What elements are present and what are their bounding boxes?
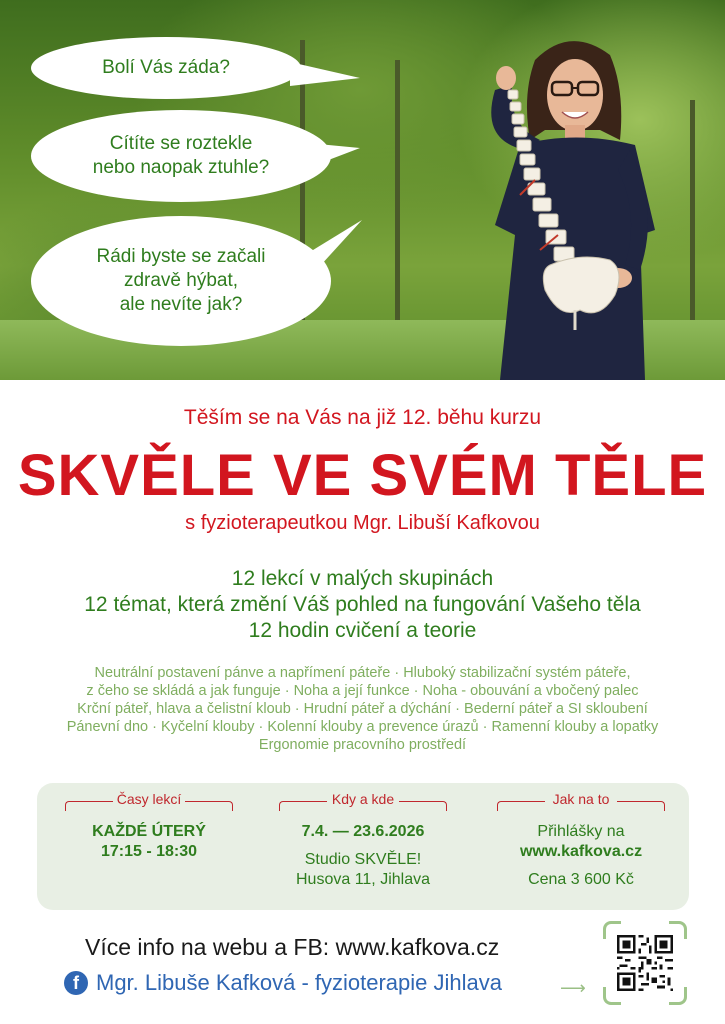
bubble-text: Cítíte se roztekle nebo naopak ztuhle? [92, 133, 270, 178]
bubble-text: Bolí Vás záda? [102, 57, 230, 79]
times-hours: 17:15 - 18:30 [100, 843, 198, 860]
topics-list [0, 664, 725, 754]
when-column [263, 783, 463, 889]
column-header [481, 783, 681, 811]
column-header [263, 783, 463, 811]
how-column [481, 783, 681, 889]
bubble-tail [290, 60, 370, 90]
times-day: KAŽDÉ ÚTERÝ [92, 823, 206, 840]
arrow-icon: ⟶ [560, 978, 586, 999]
header-bracket [399, 801, 447, 811]
course-dates: 7.4. — 23.6.2026 [301, 823, 425, 840]
speech-bubble-1 [31, 37, 301, 99]
physiotherapist-with-spine-model [440, 20, 680, 380]
when-label: Kdy a kde [331, 791, 395, 807]
intro-text: Těším se na Vás na již 12. běhu kurzu [183, 406, 542, 429]
topics-line: Krční páteř, hlava a čelistní kloub · Hrudní páteř a dýchání · Bederní páteř a SI skloubení [77, 701, 648, 717]
course-title: SKVĚLE VE SVÉM TĚLE [17, 443, 708, 508]
info-box [37, 783, 689, 910]
facebook-icon: f [64, 971, 88, 995]
header-bracket [185, 801, 233, 811]
facebook-page-link[interactable] [64, 970, 502, 996]
more-info-text[interactable]: Více info na webu a FB: www.kafkova.cz [85, 934, 500, 960]
course-subtitle: s fyzioterapeutkou Mgr. Libuší Kafkovou [185, 512, 540, 534]
signup-link[interactable]: www.kafkova.cz [519, 843, 643, 860]
header-bracket [497, 801, 545, 811]
feature-item: 12 hodin cvičení a teorie [248, 619, 477, 642]
studio-name: Studio SKVĚLE! [304, 851, 422, 868]
header-bracket [617, 801, 665, 811]
topics-line: z čeho se skládá a jak funguje · Noha a její funkce · Noha - obouvání a vbočený palec [86, 683, 639, 699]
tree-trunk [395, 60, 400, 340]
hero-photo [0, 0, 725, 380]
studio-address: Husova 11, Jihlava [296, 871, 430, 888]
header-bracket [65, 801, 113, 811]
times-column [49, 783, 249, 861]
facebook-page-name: Mgr. Libuše Kafková - fyzioterapie Jihlava [96, 970, 502, 995]
feature-item: 12 lekcí v malých skupinách [231, 567, 494, 590]
tree-trunk [690, 100, 695, 340]
topics-line: Pánevní dno · Kyčelní klouby · Kolenní klouby a prevence úrazů · Ramenní klouby a lopatky [66, 719, 659, 735]
signup-text: Přihlášky na [537, 823, 625, 840]
feature-item: 12 témat, která změní Váš pohled na fungování Vašeho těla [84, 593, 641, 616]
speech-bubble-2 [31, 110, 331, 202]
qr-code-frame [603, 921, 687, 1005]
bubble-text: Rádi byste se začali zdravě hýbat, ale nevíte jak? [96, 246, 266, 315]
qr-code-icon[interactable] [617, 935, 673, 991]
column-header [49, 783, 249, 811]
bubble-tail [300, 218, 370, 268]
features-list [0, 566, 725, 644]
topics-line: Ergonomie pracovního prostředí [258, 737, 467, 753]
price: Cena 3 600 Kč [528, 871, 634, 888]
speech-bubble-3 [31, 216, 331, 346]
how-label: Jak na to [552, 791, 610, 807]
topics-line: Neutrální postavení pánve a napřímení páteře · Hluboký stabilizační systém páteře, [94, 665, 631, 681]
times-label: Časy lekcí [116, 791, 182, 807]
bubble-tail [318, 140, 368, 170]
header-bracket [279, 801, 327, 811]
